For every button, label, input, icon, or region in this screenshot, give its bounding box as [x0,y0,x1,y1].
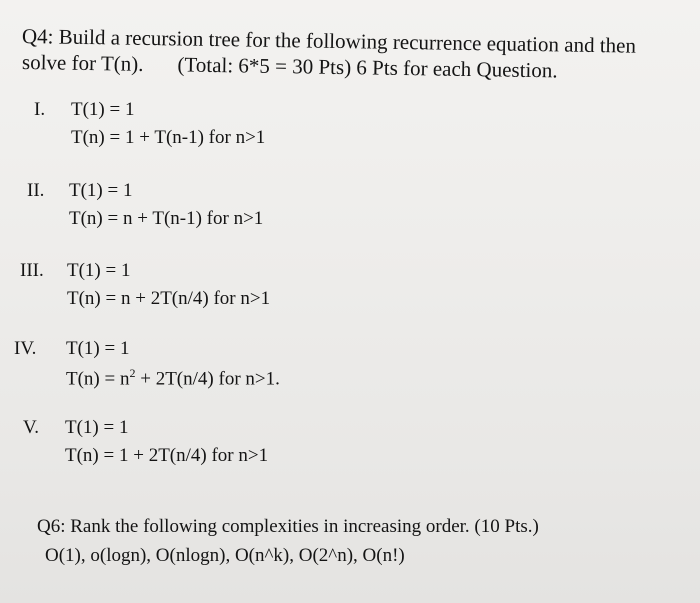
recurrence-equation [66,366,280,390]
base-case: T(1) = 1 [65,417,129,438]
base-case: T(1) = 1 [69,180,133,201]
item-numeral: II. [27,180,45,201]
base-case: T(1) = 1 [66,338,130,359]
exponent: 2 [129,366,136,380]
recurrence-part-2: + 2T(n/4) for n>1. [135,368,280,390]
base-case: T(1) = 1 [71,99,135,120]
q6-complexity-list: O(1), o(logn), O(nlogn), O(n^k), O(2^n), O(n!) [45,545,405,566]
recurrence-part-1: T(n) = n [66,368,130,390]
recurrence-equation: T(n) = 1 + T(n-1) for n>1 [71,127,266,148]
q4-solve-text: solve for T(n). [21,50,144,76]
item-numeral: I. [34,99,46,120]
item-numeral: III. [20,260,44,281]
q4-heading-line1: Q4: Build a recursion tree for the following recurrence equation and then [21,24,637,58]
item-numeral: V. [23,417,40,438]
base-case: T(1) = 1 [67,260,131,281]
recurrence-equation: T(n) = 1 + 2T(n/4) for n>1 [65,445,269,466]
q4-total-points: (Total: 6*5 = 30 Pts) 6 Pts for each Question. [177,52,558,83]
q6-heading: Q6: Rank the following complexities in increasing order. (10 Pts.) [37,516,539,537]
recurrence-equation: T(n) = n + T(n-1) for n>1 [69,208,264,229]
item-numeral: IV. [14,338,37,359]
recurrence-equation: T(n) = n + 2T(n/4) for n>1 [67,288,271,309]
